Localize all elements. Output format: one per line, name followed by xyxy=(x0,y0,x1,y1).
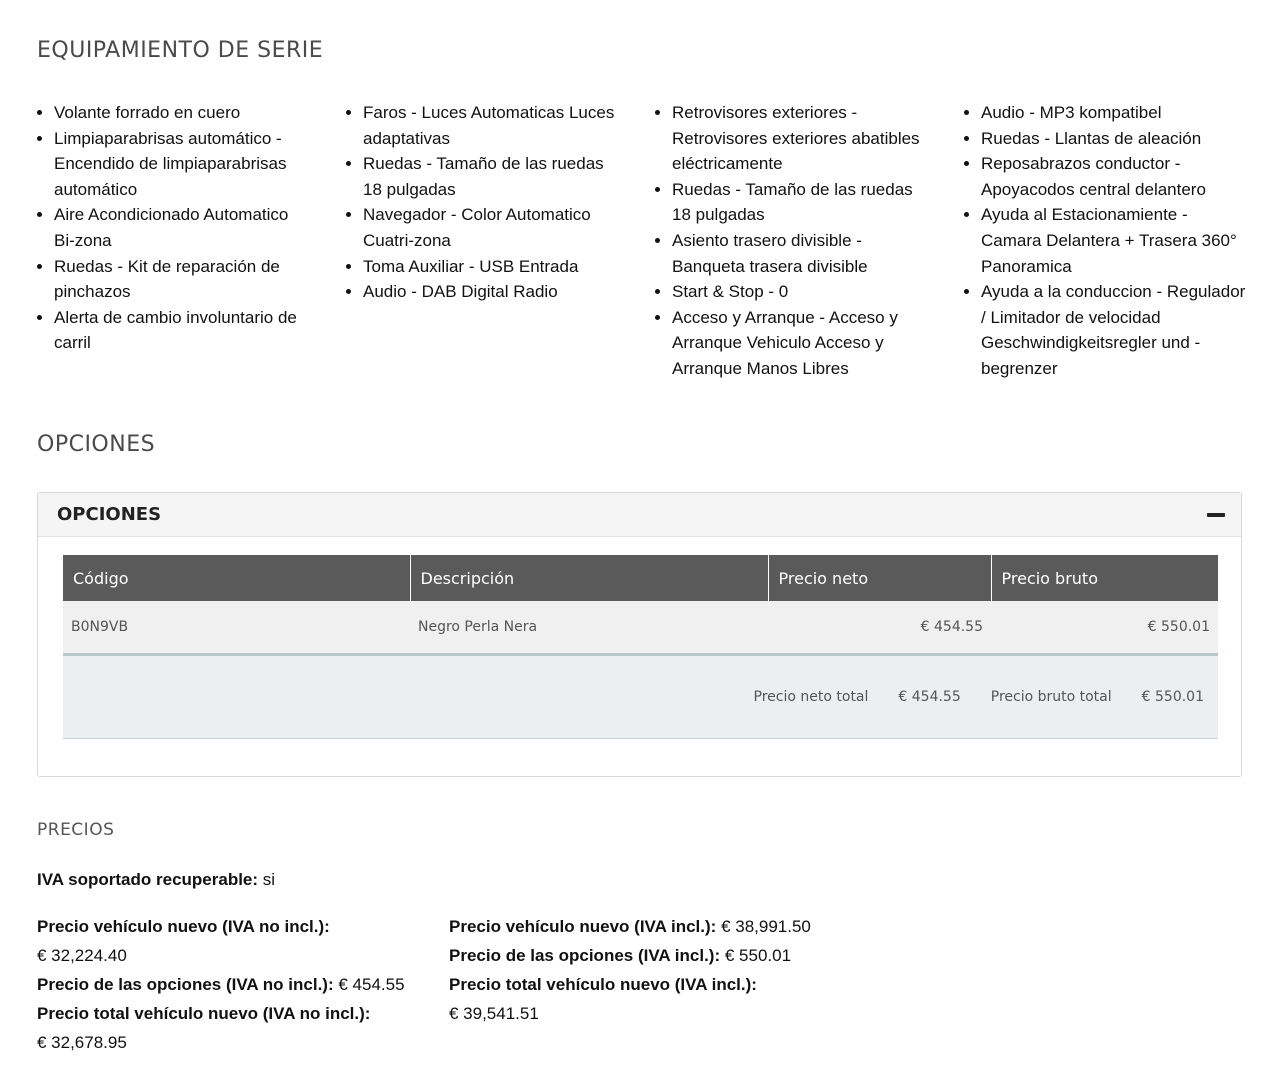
equipment-item: • Navegador - Color Automatico Cuatri-zona xyxy=(363,202,615,253)
total-iva-label: Precio total vehículo nuevo (IVA incl.): xyxy=(449,975,757,994)
cell-codigo: B0N9VB xyxy=(63,601,410,655)
table-header-row xyxy=(63,555,1218,601)
opciones-panel-header[interactable] xyxy=(38,493,1241,537)
equipment-item: • Ayuda a la conduccion - Regulador / Limitador de velocidad Geschwindigkeitsregler und -begrenzer xyxy=(981,279,1248,381)
neto-total-value: € 454.55 xyxy=(898,689,961,705)
table-row xyxy=(63,601,1218,655)
opciones-no-iva-value: € 454.55 xyxy=(338,975,405,994)
equipment-column-3 xyxy=(654,100,924,382)
opciones-table xyxy=(63,555,1218,739)
equipment-item: • Ruedas - Llantas de aleación xyxy=(981,126,1248,152)
equipment-item: • Audio - DAB Digital Radio xyxy=(363,279,615,305)
opciones-no-iva-label: Precio de las opciones (IVA no incl.): xyxy=(37,975,334,994)
opciones-iva-label: Precio de las opciones (IVA incl.): xyxy=(449,946,721,965)
equipment-item: • Retrovisores exteriores - Retrovisores exteriores abatibles eléctricamente xyxy=(672,100,924,177)
total-no-iva-value: € 32,678.95 xyxy=(37,1033,127,1052)
iva-value: si xyxy=(262,870,276,889)
vehiculo-iva-value: € 38,991.50 xyxy=(721,917,811,936)
equipment-item: • Faros - Luces Automaticas Luces adaptativas xyxy=(363,100,615,151)
column-header-precio-neto[interactable]: Precio neto xyxy=(768,555,991,601)
vehiculo-no-iva-label: Precio vehículo nuevo (IVA no incl.): xyxy=(37,917,330,936)
opciones-iva-value: € 550.01 xyxy=(724,946,792,965)
equipment-column-1 xyxy=(36,100,306,356)
equipment-item: • Ruedas - Tamaño de las ruedas 18 pulgadas xyxy=(363,151,615,202)
prices-without-vat xyxy=(37,912,427,1057)
column-header-codigo[interactable]: Código xyxy=(63,555,410,601)
totals-row xyxy=(63,655,1218,739)
equipment-item: • Toma Auxiliar - USB Entrada xyxy=(363,254,615,280)
iva-line xyxy=(37,865,275,894)
equipment-item: • Ruedas - Kit de reparación de pinchazos xyxy=(54,254,306,305)
cell-precio-bruto: € 550.01 xyxy=(991,601,1218,655)
precios-title: PRECIOS xyxy=(37,820,115,840)
bruto-total-label: Precio bruto total xyxy=(990,689,1112,705)
total-no-iva-label: Precio total vehículo nuevo (IVA no incl.): xyxy=(37,1004,371,1023)
vehiculo-no-iva-value: € 32,224.40 xyxy=(37,946,127,965)
neto-total-label: Precio neto total xyxy=(753,689,869,705)
equipment-item: • Reposabrazos conductor - Apoyacodos central delantero xyxy=(981,151,1248,202)
equipment-item: • Ayuda al Estacionamiente - Camara Delantera + Trasera 360° Panoramica xyxy=(981,202,1248,279)
equipment-item: • Aire Acondicionado Automatico Bi-zona xyxy=(54,202,306,253)
iva-label: IVA soportado recuperable: xyxy=(37,870,259,889)
total-iva-value: € 39,541.51 xyxy=(449,1004,539,1023)
cell-precio-neto: € 454.55 xyxy=(768,601,991,655)
equipment-item: • Ruedas - Tamaño de las ruedas 18 pulgadas xyxy=(672,177,924,228)
equipment-item: • Asiento trasero divisible - Banqueta trasera divisible xyxy=(672,228,924,279)
totals-cell xyxy=(63,655,1218,739)
equipment-item: • Volante forrado en cuero xyxy=(54,100,306,126)
vehiculo-iva-label: Precio vehículo nuevo (IVA incl.): xyxy=(449,917,717,936)
column-header-precio-bruto[interactable]: Precio bruto xyxy=(991,555,1218,601)
bruto-total-value: € 550.01 xyxy=(1141,689,1204,705)
opciones-panel xyxy=(37,492,1242,777)
cell-descripcion: Negro Perla Nera xyxy=(410,601,768,655)
minus-icon[interactable] xyxy=(1207,513,1225,517)
equipamiento-title: EQUIPAMIENTO DE SERIE xyxy=(37,38,324,63)
equipment-item: • Acceso y Arranque - Acceso y Arranque Vehiculo Acceso y Arranque Manos Libres xyxy=(672,305,924,382)
equipment-item: • Audio - MP3 kompatibel xyxy=(981,100,1248,126)
equipment-item: • Limpiaparabrisas automático - Encendido de limpiaparabrisas automático xyxy=(54,126,306,203)
equipment-item: • Alerta de cambio involuntario de carril xyxy=(54,305,306,356)
equipment-column-2 xyxy=(345,100,615,305)
opciones-panel-title: OPCIONES xyxy=(57,504,162,525)
equipment-column-4 xyxy=(963,100,1248,382)
opciones-title: OPCIONES xyxy=(37,432,156,457)
prices-with-vat xyxy=(449,912,849,1028)
column-header-descripcion[interactable]: Descripción xyxy=(410,555,768,601)
equipment-item: • Start & Stop - 0 xyxy=(672,279,924,305)
